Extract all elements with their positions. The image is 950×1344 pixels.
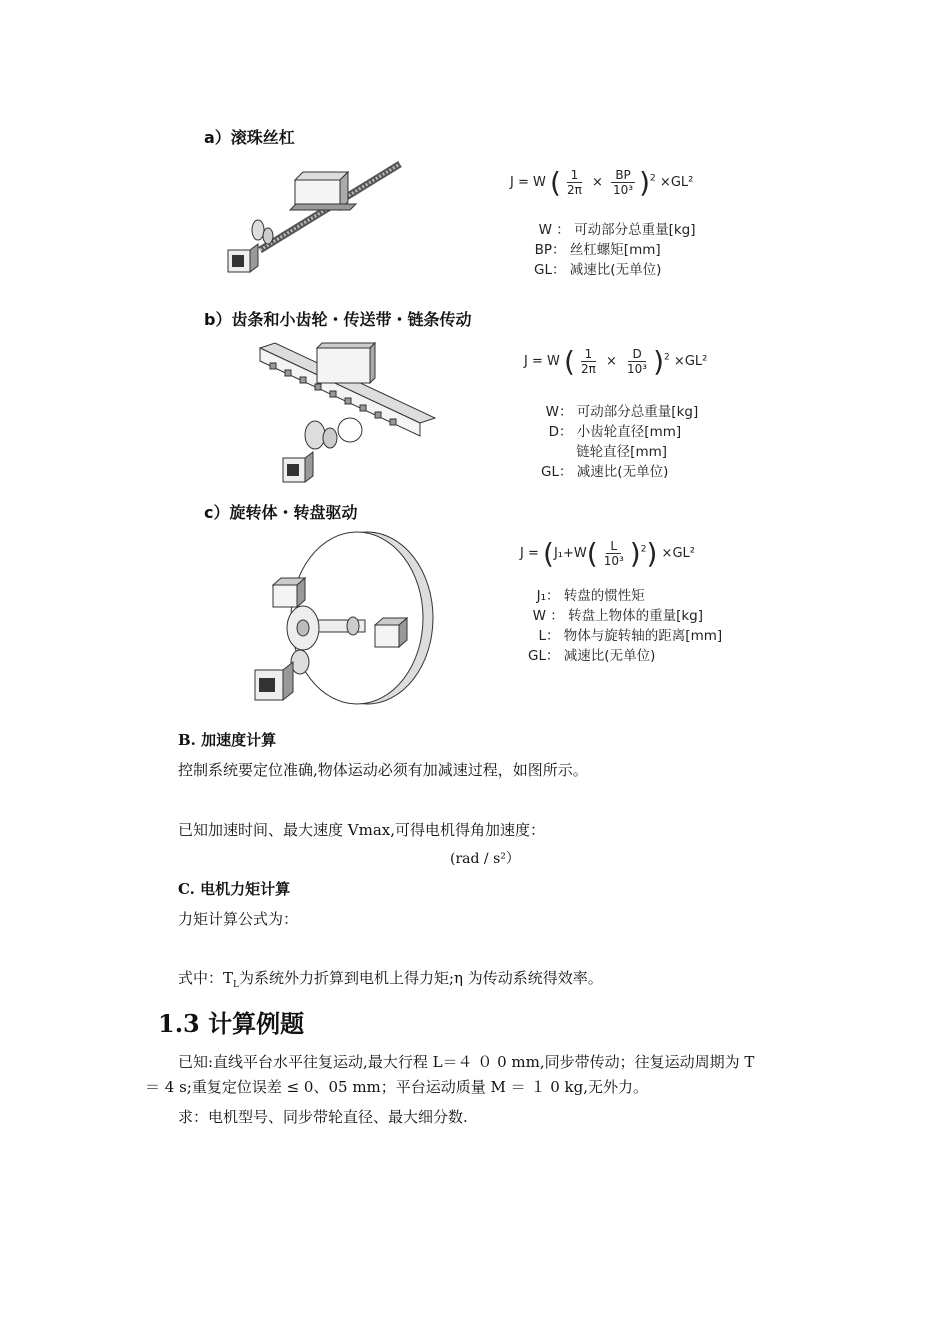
formula-a-definitions: W ： 可动部分总重量[kg] BP： 丝杠螺矩[mm] GL： 减速比(无单位)	[534, 222, 696, 278]
formula-c: J = (J₁+W( $\frac{L}{\text{10³}}$ )$^2$) ×GL²	[520, 537, 695, 570]
section-1-3-heading: 1.3 计算例题	[158, 1009, 305, 1038]
formula-b-definitions: W： 可动部分总重量[kg] D： 小齿轮直径[mm] 链轮直径[mm] GL： 减速比(无单位)	[541, 404, 699, 480]
section-b-title: b）齿条和小齿轮・传送带・链条传动	[204, 310, 472, 329]
paragraph-given-1: 已知:直线平台水平往复运动,最大行程 L＝４ ０ 0 mm,同步带传动；往复运动周期为 T	[178, 1053, 755, 1071]
paragraph-torque-formula: 力矩计算公式为：	[178, 910, 299, 928]
turntable-figure	[245, 530, 445, 715]
acceleration-unit: (rad / s²）	[450, 851, 520, 867]
formula-c-definitions: J₁： 转盘的惯性矩 W ： 转盘上物体的重量[kg] L： 物体与旋转轴的距离[mm] GL： 减速比(无单位)	[528, 588, 723, 664]
paragraph-question: 求：电机型号、同步带轮直径、最大细分数.	[178, 1108, 468, 1126]
section-c-title: c）旋转体・转盘驱动	[204, 503, 358, 522]
paragraph-given-2: ＝ 4 s;重复定位误差 ≤ 0、05 mm；平台运动质量 M ＝ １ 0 kg,无外力。	[145, 1078, 648, 1096]
formula-b: J = W ( $\frac{1}{2\pi}$ × $\frac{D}{\text{10³}}$ )$^2$ ×GL²	[524, 345, 708, 378]
torque-heading: C. 电机力矩计算	[178, 880, 291, 898]
ball-screw-figure	[220, 150, 410, 280]
acceleration-heading: B. 加速度计算	[178, 731, 277, 749]
paragraph-positioning: 控制系统要定位准确,物体运动必须有加减速过程，如图所示。	[178, 761, 588, 779]
section-a-title: a）滚珠丝杠	[204, 128, 295, 147]
formula-a: J = W ( $\frac{1}{2\pi}$ × $\frac{BP}{\text{10³}}$ )$^2$ ×GL²	[510, 166, 694, 199]
rack-pinion-figure	[255, 338, 440, 488]
paragraph-where: 式中：$T_L$为系统外力折算到电机上得力矩;η 为传动系统得效率。	[178, 969, 603, 990]
paragraph-acceleration: 已知加速时间、最大速度 Vmax,可得电机得角加速度：	[178, 821, 545, 839]
